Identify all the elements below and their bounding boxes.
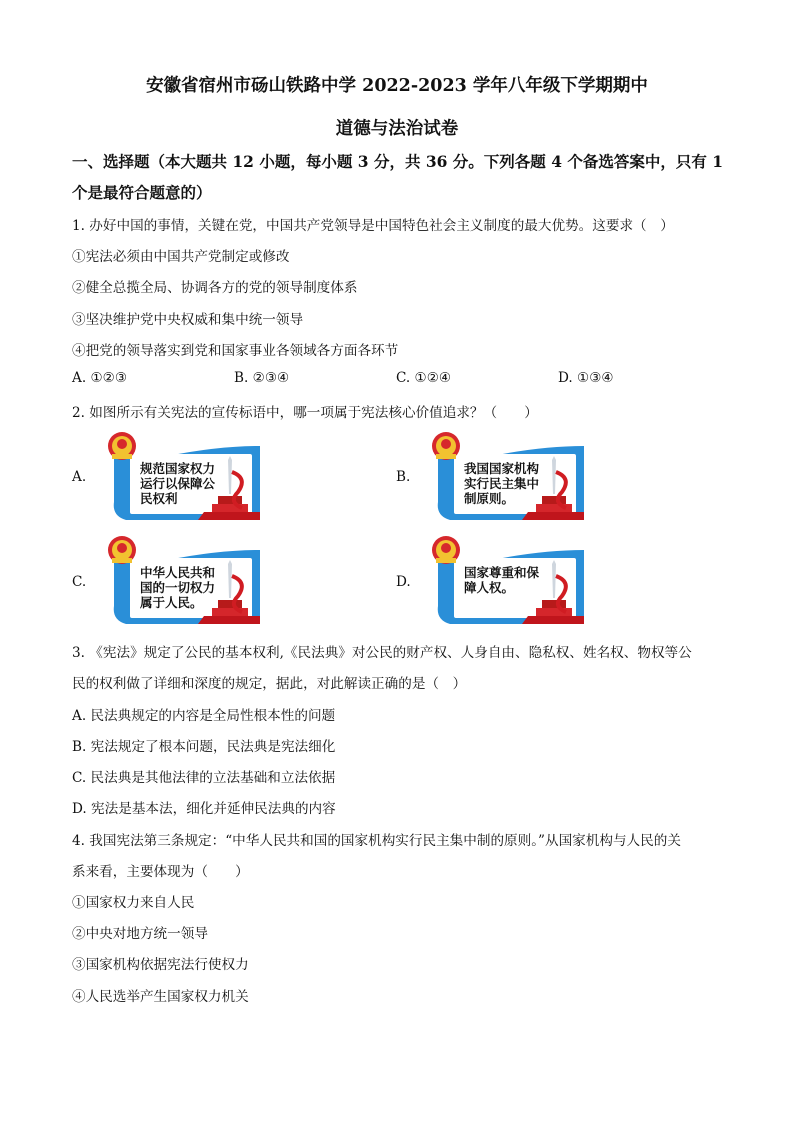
q2-stem: 2. 如图所示有关宪法的宣传标语中，哪一项属于宪法核心价值追求？（ ） <box>72 405 538 421</box>
q3-option-c: C. 民法典是其他法律的立法基础和立法依据 <box>72 770 336 786</box>
q1-item-3: ③坚决维护党中央权威和集中统一领导 <box>72 312 304 328</box>
q2-option-c-text: 中华人民共和 国的一切权力 属于人民。 <box>140 565 216 610</box>
q4-item-2: ②中央对地方统一领导 <box>72 926 208 942</box>
q3-option-d: D. 宪法是基本法，细化并延伸民法典的内容 <box>72 801 336 817</box>
q4-stem-line-2: 系来看，主要体现为（ ） <box>72 864 249 880</box>
q1-item-2: ②健全总揽全局、协调各方的党的领导制度体系 <box>72 280 358 296</box>
q2-option-b-poster <box>432 432 584 520</box>
q2-option-d-label: D. <box>396 574 411 590</box>
q1-item-1: ①宪法必须由中国共产党制定或修改 <box>72 249 290 265</box>
section-heading-line-1: 一、选择题（本大题共 12 小题，每小题 3 分，共 36 分。下列各题 4 个备选答案中，只有 1 <box>72 152 724 171</box>
q2-option-c-poster <box>108 536 260 624</box>
q1-option-c: C. ①②④ <box>396 370 452 386</box>
q1-option-a: A. ①②③ <box>72 370 128 386</box>
q1-stem: 1. 办好中国的事情，关键在党，中国共产党领导是中国特色社会主义制度的最大优势。这要求（ ） <box>72 218 674 234</box>
q3-stem-line-2: 民的权利做了详细和深度的规定，据此，对此解读正确的是（ ） <box>72 676 467 692</box>
exam-title-line-2: 道德与法治试卷 <box>335 119 459 139</box>
q2-option-b-label: B. <box>396 469 411 485</box>
q3-option-a: A. 民法典规定的内容是全局性根本性的问题 <box>72 708 336 724</box>
q2-option-a-label: A. <box>72 469 87 485</box>
q1-item-4: ④把党的领导落实到党和国家事业各领域各方面各环节 <box>72 343 399 359</box>
q2-option-d-poster <box>432 536 584 624</box>
q2-option-c-label: C. <box>72 574 87 590</box>
q4-item-4: ④人民选举产生国家权力机关 <box>72 989 249 1005</box>
section-heading-line-2: 个是最符合题意的） <box>72 183 212 202</box>
q4-stem-line-1: 4. 我国宪法第三条规定：“中华人民共和国的国家机构实行民主集中制的原则。”从国家机构与人民的关 <box>72 833 681 849</box>
q3-stem-line-1: 3. 《宪法》规定了公民的基本权利,《民法典》对公民的财产权、人身自由、隐私权、姓名权、物权等公 <box>72 645 692 661</box>
q3-option-b: B. 宪法规定了根本问题，民法典是宪法细化 <box>72 739 336 755</box>
q2-option-d-text: 国家尊重和保 障人权。 <box>464 565 540 595</box>
q2-option-b-text: 我国国家机构 实行民主集中 制原则。 <box>464 461 540 506</box>
q4-item-3: ③国家机构依据宪法行使权力 <box>72 957 249 973</box>
exam-title-line-1: 安徽省宿州市砀山铁路中学 2022-2023 学年八年级下学期期中 <box>146 76 648 96</box>
q2-option-a-text: 规范国家权力 运行以保障公 民权利 <box>140 461 216 506</box>
q1-option-d: D. ①③④ <box>558 370 614 386</box>
q4-item-1: ①国家权力来自人民 <box>72 895 195 911</box>
q2-option-a-poster <box>108 432 260 520</box>
q1-option-b: B. ②③④ <box>234 370 290 386</box>
